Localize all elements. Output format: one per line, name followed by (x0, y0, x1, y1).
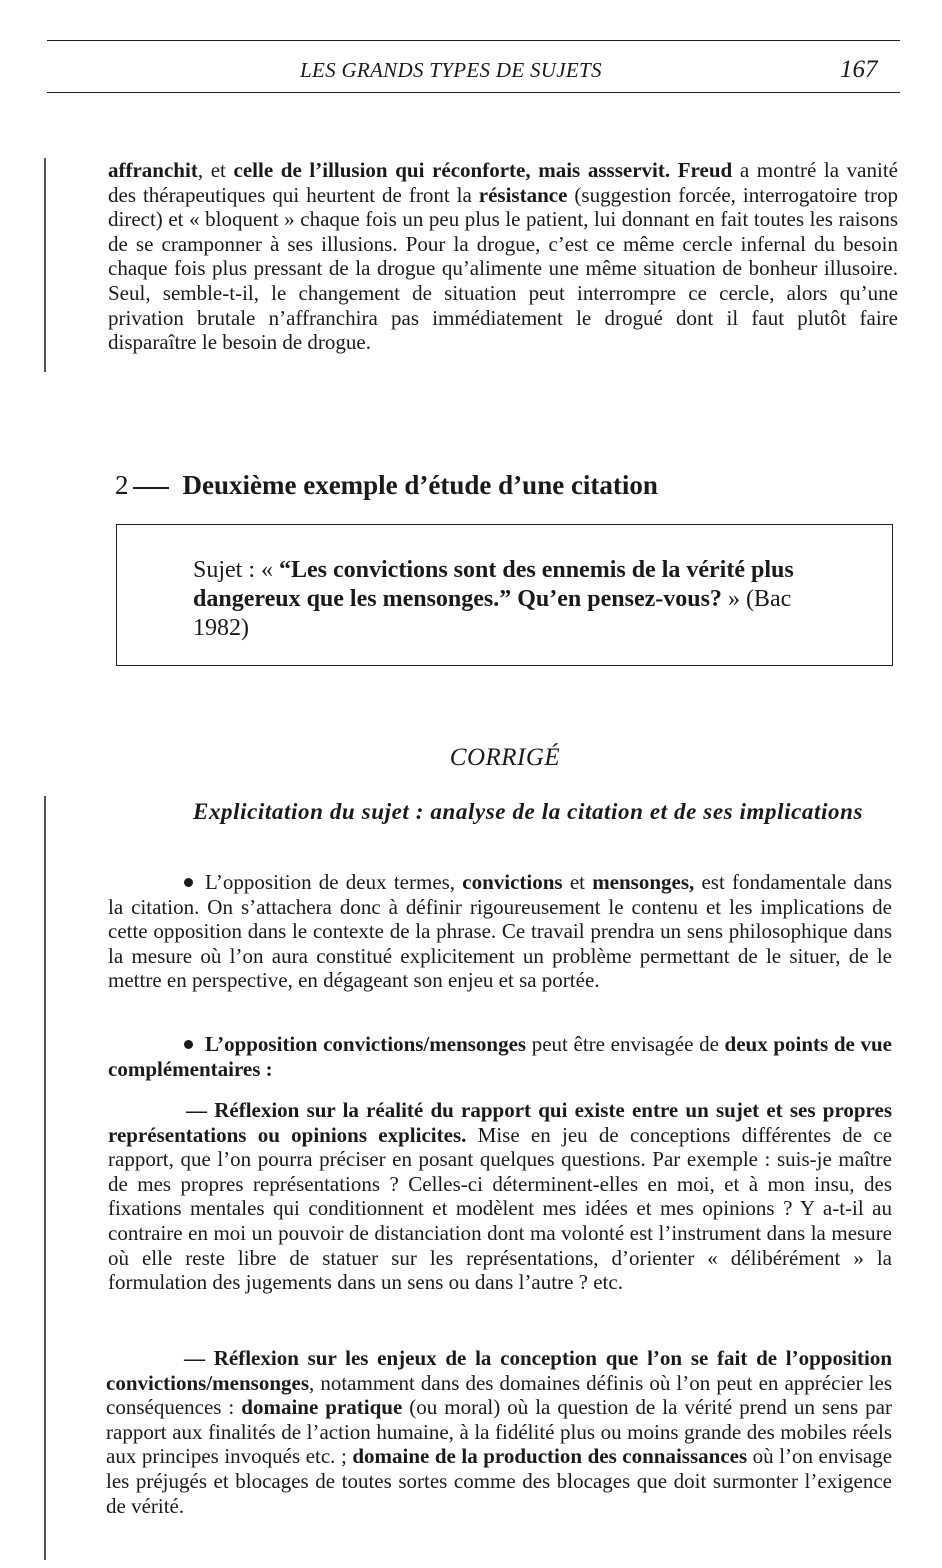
intro-text-2: a montré la vanité des thérapeutiques qui heurtent de front la (108, 158, 898, 207)
bullet-icon (184, 878, 193, 887)
explicitation-subheading: Explicitation du sujet : analyse de la citation et de ses implications (193, 799, 864, 824)
margin-bar-top (44, 158, 46, 372)
p2-bold-2: deux points de vue complémentaires : (108, 1032, 892, 1081)
intro-bold-1: affranchit (108, 158, 198, 182)
intro-bold-3: résistance (478, 182, 568, 207)
intro-text-3: (suggestion forcée, interrogatoire trop direct) et « bloquent » chaque fois un peu plus le patient, lui donnant en fait toutes les raisons de se cramponner à ses illusions. Pour la drogue, c’est ce même cercle infernal du besoin chaque fois plus pressant de la drogue qu’alimente une même situation de bonheur illusoire. Seul, semble-t-il, le changement de situation peut interrompre ce cercle, alors qu’une privation brutale n’affranchira pas immédiatement le drogué dont il faut plutôt faire disparaître le besoin de drogue. (108, 182, 898, 355)
page-number: 167 (840, 56, 878, 83)
p4-bold-2: domaine pratique (241, 1395, 403, 1420)
p1-text-2: et (562, 870, 593, 894)
margin-bar-bottom (44, 796, 46, 1560)
p4-bold-1: — Réflexion sur les enjeux de la conception que l’on se fait de l’opposition convictions/mensonges (106, 1346, 892, 1395)
paragraph-reflexion-rapport (108, 1098, 892, 1295)
subject-suffix: » (Bac 1982) (193, 586, 792, 641)
paragraph-points-of-view (108, 1032, 892, 1081)
p1-bold-2: mensonges, (592, 870, 695, 894)
running-title: LES GRANDS TYPES DE SUJETS (300, 58, 602, 82)
p4-text-1: , notamment dans des domaines définis où l’on peut en apprécier les conséquences : (106, 1370, 892, 1420)
p1-text-1: L’opposition de deux termes, (205, 870, 463, 894)
subject-prefix: Sujet : « (193, 557, 280, 583)
section-heading (115, 470, 658, 501)
p2-text-1: peut être envisagée de (526, 1032, 725, 1056)
p4-text-2: (ou moral) où la question de la vérité prend un sens par rapport aux finalités de l’action humaine, à la fidélité plus ou moins grande des mobiles réels aux principes invoqués etc. ; (106, 1395, 892, 1469)
intro-bold-2: celle de l’illusion qui réconforte, mais assservit. Freud (233, 158, 733, 182)
paragraph-reflexion-enjeux (106, 1346, 892, 1518)
paragraph-opposition (108, 870, 892, 993)
p1-text-3: est fondamentale dans la citation. On s’attachera donc à définir rigoureusement le contenu et les implications de cette opposition dans le contexte de la phrase. Ce travail prendra un sens philosophique dans la mesure où l’on aura constitué explicitement un problème permettant de le situer, de le mettre en perspective, en dégageant son enjeu et sa portée. (108, 870, 893, 993)
header-top-rule (47, 40, 900, 41)
p3-bold-1: — Réflexion sur la réalité du rapport qui existe entre un sujet et ses propres représentations ou opinions explicites. (108, 1098, 892, 1147)
subject-quote: “Les convictions sont des ennemis de la vérité plus dangereux que les mensonges.” Qu’en pensez-vous? (193, 557, 794, 612)
p4-bold-3: domaine de la production des connaissances (352, 1444, 748, 1469)
section-number: 2 (115, 470, 129, 500)
p2-bold-1: L’opposition convictions/mensonges (205, 1032, 527, 1056)
corrige-heading (0, 744, 942, 772)
p3-text-1: Mise en jeu de conceptions différentes de ce rapport, que l’on pourra préciser en posant quelques questions. Par exemple : suis-je maître de mes propres représentations ? Celles-ci déterminent-elles en moi, et à mon insu, des fixations mentales qui conditionnent et modèlent mes idées et mes opinions ? Y a-t-il au contraire en moi un pouvoir de distanciation dont ma volonté est l’instrument dans la mesure où elle reste libre de statuer sur les représentations, d’orienter « délibérément » la formulation des jugements dans un sens ou dans l’autre ? etc. (108, 1122, 893, 1295)
bullet-icon (184, 1040, 193, 1049)
intro-text-1: , et (197, 158, 234, 182)
header-bottom-rule (47, 92, 900, 93)
section-dash (133, 487, 169, 489)
p1-bold-1: convictions (462, 870, 563, 894)
intro-paragraph (108, 158, 898, 355)
corrige-label: CORRIGÉ (449, 744, 561, 771)
section-title: Deuxième exemple d’étude d’une citation (182, 470, 658, 500)
subject-text (193, 556, 843, 643)
p4-text-3: où l’on envisage les préjugés et blocages de toutes sortes comme des blocages que doit surmonter l’exigence de vérité. (106, 1444, 893, 1518)
